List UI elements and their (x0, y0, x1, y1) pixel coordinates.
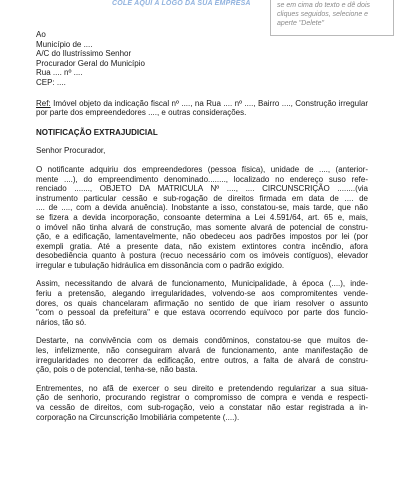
instruction-note-line: aperte "Delete" (277, 20, 324, 27)
paragraph (36, 165, 368, 271)
paragraph-line: nários, tão só. (36, 317, 87, 327)
paragraph-line: ção de senhorio, procurando registrar o compromisso de compra e venda e respecti- (36, 393, 368, 403)
address-line: CEP: .... (36, 77, 66, 87)
paragraph-line: irregularidades no decorrer da edificação, entre outros, a falta de alvará de constru- (36, 355, 368, 365)
paragraph-line: les, infelizmente, não conseguiram alvará de funcionamento, ante manifestação de (36, 346, 368, 356)
paragraph-line: dores, os quais chancelaram afirmação no sentido de que iriam resolver o assunto (36, 298, 368, 308)
paragraph-line: Destarte, na convivência com os demais condôminos, constatou-se que muitos de- (36, 336, 368, 346)
paragraph-line: va cessão de direitos, com sub-rogação, veio a constatar não estar registrada a in- (36, 403, 368, 412)
paragraph-line: desobediência quanto à postura (recuo necessário com os imóveis contíguos), elevador (36, 251, 368, 261)
logo-placeholder[interactable]: COLE AQUI A LOGO DA SUA EMPRESA (112, 0, 251, 7)
address-line: Procurador Geral do Município (36, 58, 145, 68)
paragraph-line: .... de ...., com a devida anuência). Inobstante a isso, constatou-se, mais tarde, que não (36, 203, 368, 213)
instruction-note-line: se em cima do texto e dê dois (277, 2, 370, 9)
reference-line (36, 99, 368, 118)
paragraph-line: O notificante adquiriu dos empreendedores (pessoa física), unidade de ...., (anterior- (36, 164, 368, 174)
paragraph (36, 336, 368, 374)
document-title: NOTIFICAÇÃO EXTRAJUDICIAL (36, 127, 158, 137)
instruction-note-line: cliques seguidos, selecione e (277, 11, 369, 18)
salutation: Senhor Procurador, (36, 146, 106, 156)
paragraph-line: ção, pois o de potencial, tenha-se, não basta. (36, 365, 198, 375)
paragraph-line: se fizera a devida incorporação, consoante determina a Lei 4.591/64, art. 65 e, mais, (36, 212, 368, 222)
paragraph-line: corporação na Circunscrição Imobiliária competente (....). (36, 412, 240, 422)
letter-body (36, 30, 368, 431)
paragraph-line: renciado ......., OBJETO DA MATRICULA Nº ...., .... CIRCUNSCRIÇÃO ........(via (36, 184, 368, 194)
paragraph-line: instrumento particular cessão e sub-rogação de direitos firmada em data de .... de (36, 193, 368, 203)
paragraph-line: irregular e tubulação hidráulica em dissonância com o padrão exigido. (36, 260, 285, 270)
reference-label: Ref: (36, 98, 51, 108)
reference-text: Imóvel objeto da indicação fiscal nº ...., na Rua .... nº ...., Bairro ...., Construção irregular por parte dos empreendedores ...., e outras considerações. (36, 98, 368, 118)
recipient-address (36, 30, 368, 88)
paragraph-line: feriu a pretensão, alegando irregularidades, volvendo-se aos compromitentes vende- (36, 289, 368, 299)
address-line: Rua .... nº .... (36, 68, 83, 78)
paragraph-line: o imóvel não tinha alvará de construção, mas somente alvará de potencial de constru- (36, 222, 368, 232)
paragraph-line: exempli gratia. Até a presente data, não existem extintores contra incêndio, afora (36, 241, 368, 251)
paragraph-line: "com o pessoal da prefeitura" e que estava ocorrendo equívoco por parte dos funcio- (36, 308, 368, 318)
paragraph (36, 384, 368, 422)
paragraph-line: mente ....), do empreendimento denominado........, localizado no endereço suso refe- (36, 174, 368, 184)
address-line: A/C do Ilustríssimo Senhor (36, 49, 132, 59)
address-line: Município de .... (36, 39, 93, 49)
address-line: Ao (36, 30, 46, 39)
paragraph-line: Assim, necessitando de alvará de funcionamento, Municipalidade, à época (....), inde- (36, 279, 368, 289)
paragraph (36, 279, 368, 327)
paragraph-line: Entrementes, no afã de exercer o seu direito e pretendendo regularizar a sua situa- (36, 383, 368, 393)
paragraph-line: ção, e a edificação, lamentavelmente, não obedeceu aos padrões impostos por lei (por (36, 232, 368, 242)
